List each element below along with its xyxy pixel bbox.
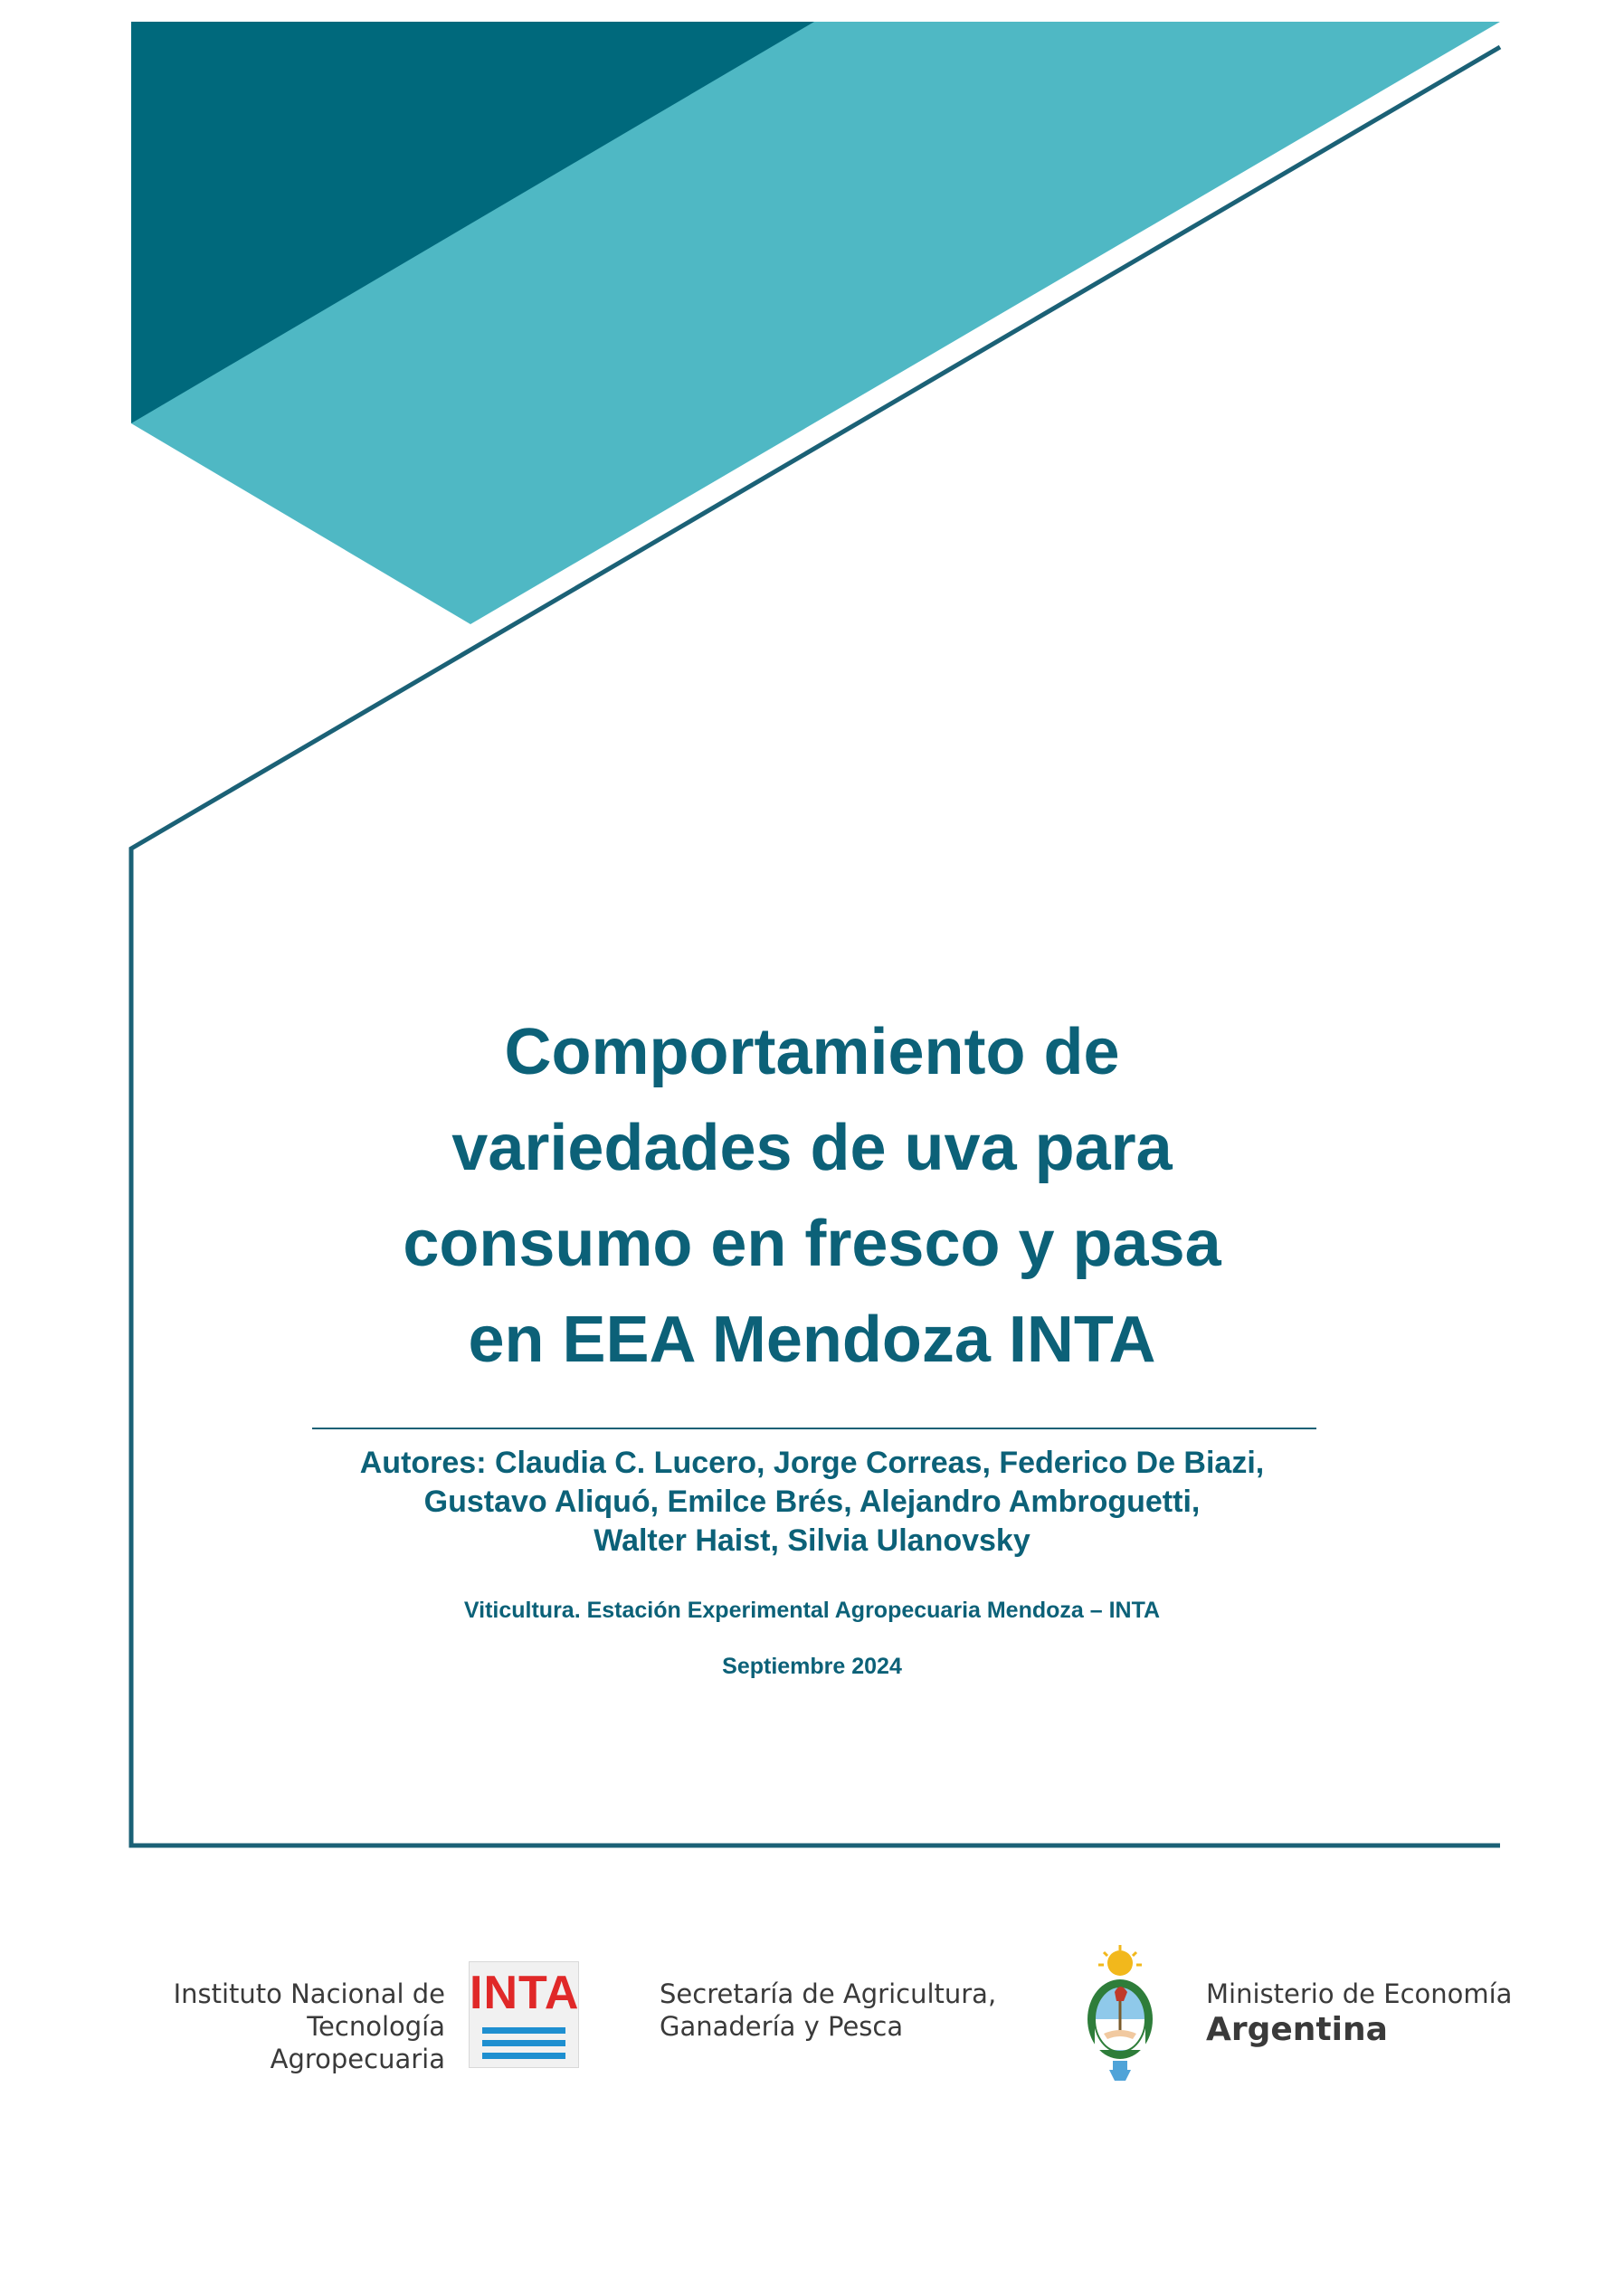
title-line: en EEA Mendoza INTA <box>468 1304 1156 1376</box>
inta-stripe <box>482 2053 565 2059</box>
inta-name-line: Tecnología Agropecuaria <box>270 2011 445 2074</box>
inta-stripe <box>482 2027 565 2034</box>
ministerio-logo-text <box>1206 1978 1568 2050</box>
inta-name-line: Instituto Nacional de <box>173 1978 445 2009</box>
inta-stripe <box>482 2040 565 2046</box>
ministerio-line: Ministerio de Economía <box>1206 1978 1513 2009</box>
authors-line: Walter Haist, Silvia Ulanovsky <box>594 1523 1030 1558</box>
authors <box>271 1444 1353 1561</box>
argentina-coat-of-arms-icon <box>1082 1945 1158 2090</box>
department: Viticultura. Estación Experimental Agropecuaria Mendoza – INTA <box>463 1598 1161 1623</box>
ministerio-country: Argentina <box>1206 2011 1388 2048</box>
inta-logo-text <box>127 1978 445 2075</box>
publication-date: Septiembre 2024 <box>722 1654 902 1679</box>
inta-badge-label: INTA <box>470 1967 580 2019</box>
title-line: consumo en fresco y pasa <box>403 1208 1221 1280</box>
document-title <box>271 1004 1353 1388</box>
authors-line: Gustavo Aliquó, Emilce Brés, Alejandro Ambroguetti, <box>423 1485 1201 1519</box>
title-divider <box>312 1428 1316 1429</box>
secretaria-line: Ganadería y Pesca <box>660 2011 904 2042</box>
inta-logo-icon <box>469 1961 579 2068</box>
title-line: Comportamiento de <box>504 1016 1120 1088</box>
authors-line: Autores: Claudia C. Lucero, Jorge Correas, Federico De Biazi, <box>359 1446 1265 1480</box>
secretaria-logo-text <box>660 1978 1040 2043</box>
secretaria-line: Secretaría de Agricultura, <box>660 1978 997 2009</box>
title-line: variedades de uva para <box>451 1112 1173 1184</box>
